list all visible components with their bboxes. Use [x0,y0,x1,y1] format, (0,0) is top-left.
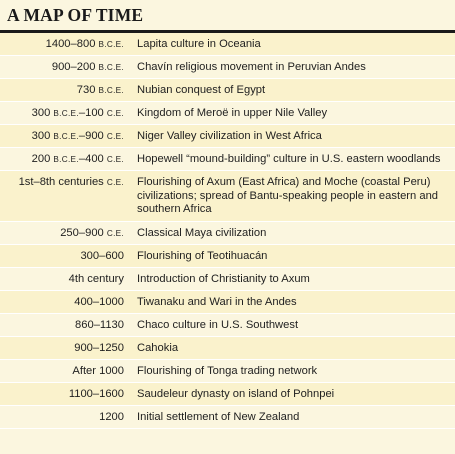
timeline-event: Initial settlement of New Zealand [137,411,300,424]
date-text: 250–900 [60,226,107,239]
timeline-date [0,388,137,402]
date-text: After 1000 [72,365,124,377]
date-text: 300–600 [80,249,124,262]
timeline-row [0,148,455,171]
page-title: A MAP OF TIME [7,5,144,25]
era-label: B.C.E. [98,62,124,72]
timeline-row [0,314,455,337]
timeline-event: Cahokia [137,341,179,354]
timeline-event: Saudeleur dynasty on island of Pohnpei [137,388,335,401]
timeline-row [0,79,455,102]
timeline-row [0,56,455,79]
timeline-row [0,406,455,429]
date-text: 730 [76,83,99,96]
era-label: C.E. [106,178,124,188]
timeline-event: Kingdom of Meroë in upper Nile Valley [137,107,328,120]
timeline-row [0,171,455,221]
date-text: 900–200 [51,60,99,73]
era-label: C.E. [106,228,124,238]
timeline-event: Classical Maya civilization [137,226,267,239]
date-text: 1400–800 [45,37,99,50]
date-text: 200 B.C.E.–400 [31,153,107,166]
era-label: B.C.E. [98,85,124,95]
timeline-row [0,125,455,148]
timeline-date [0,319,137,333]
timeline-event: Niger Valley civilization in West Africa [137,130,322,143]
timeline-date [0,250,137,264]
title-bar [0,0,455,33]
date-text: 300 B.C.E.–900 [31,130,107,143]
timeline-row [0,360,455,383]
era-label-inline: B.C.E. [53,155,79,165]
timeline-event: Chavín religious movement in Peruvian Andes [137,60,366,73]
timeline-row [0,33,455,56]
era-label-inline: B.C.E. [53,109,79,119]
date-text: 1st–8th centuries [18,176,107,189]
timeline-event: Tiwanaku and Wari in the Andes [137,295,297,308]
timeline-event: Chaco culture in U.S. Southwest [137,318,299,331]
era-label: C.E. [106,132,124,142]
timeline-date [0,411,137,425]
date-text: 1100–1600 [68,388,124,401]
timeline-event: Flourishing of Tonga trading network [137,365,318,377]
timeline-row [0,337,455,360]
era-label: C.E. [106,109,124,119]
date-text: 900–1250 [74,341,124,354]
timeline-event: Introduction of Christianity to Axum [137,272,310,285]
timeline-date [0,176,137,190]
timeline-row [0,222,455,245]
timeline-date [0,273,137,287]
timeline-date [0,365,137,379]
timeline-row [0,268,455,291]
date-text: 4th century [68,272,124,285]
era-label: C.E. [106,155,124,165]
timeline-row [0,291,455,314]
timeline-event: Flourishing of Teotihuacán [137,249,268,262]
timeline-row [0,245,455,268]
date-text: 1200 [99,411,124,424]
date-text: 400–1000 [74,295,124,308]
timeline-date [0,84,137,98]
timeline-date [0,153,137,167]
era-label: B.C.E. [98,39,124,49]
timeline-date [0,130,137,144]
era-label-inline: B.C.E. [53,132,79,142]
timeline-date [0,296,137,310]
date-text: 860–1130 [75,318,124,331]
date-text: 300 B.C.E.–100 [31,107,107,120]
timeline-table [0,33,455,429]
timeline-row [0,102,455,125]
timeline-event: Hopewell “mound-building” culture in U.S. eastern woodlands [137,153,441,166]
timeline-date [0,38,137,52]
timeline-event: Lapita culture in Oceania [137,37,261,50]
timeline-row [0,383,455,406]
timeline-date [0,61,137,75]
timeline-date [0,227,137,241]
timeline-event: Nubian conquest of Egypt [137,83,266,96]
timeline-date [0,342,137,356]
timeline-date [0,107,137,121]
timeline-event: Flourishing of Axum (East Africa) and Moche (coastal Peru) civilizations; spread of Bantu-speaking people in eastern and southern Africa [137,176,439,216]
